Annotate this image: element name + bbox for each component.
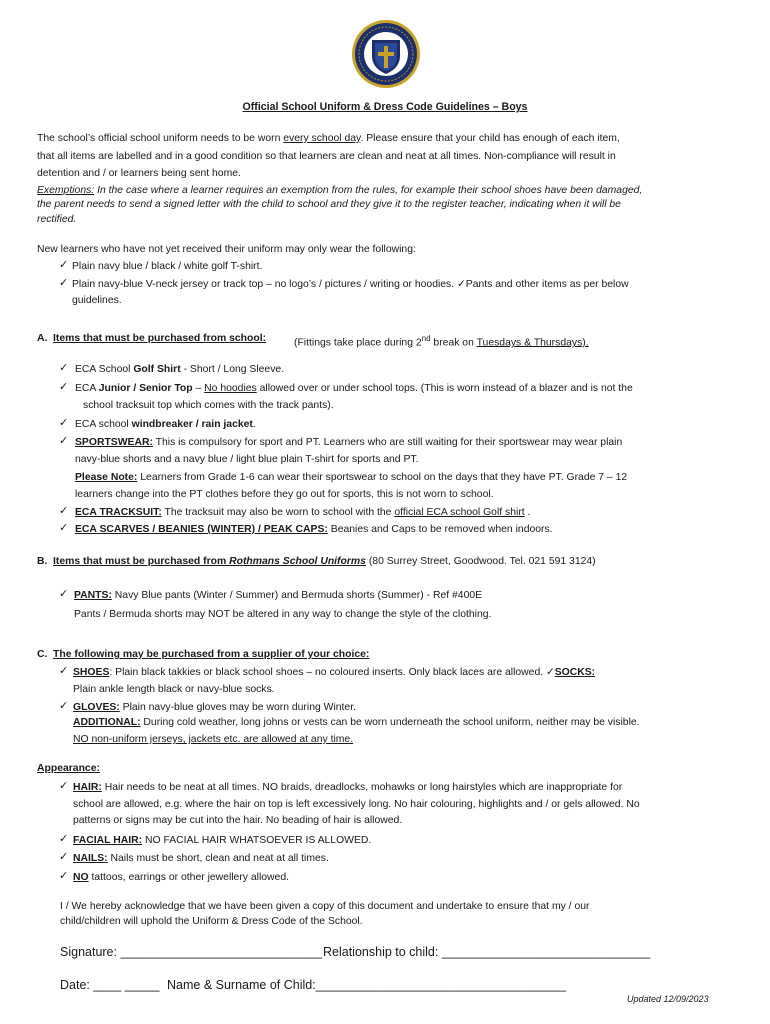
- exemptions-line-2: the parent needs to send a signed letter with the child to school and they give it to the register teacher, indicating when it will be: [37, 199, 621, 210]
- section-c-shoes: SHOES: Plain black takkies or black school shoes – no coloured inserts. Only black laces are allowed. ✓SOCKS:: [73, 667, 596, 678]
- appearance-tattoos: NO tattoos, earrings or other jewellery allowed.: [73, 872, 289, 883]
- check-icon: ✓: [59, 381, 69, 393]
- appearance-hair-cont-1: school are allowed, e.g. where the hair on top is left excessively long. No hair colouring, highlights and / or gels allowed. No: [73, 799, 640, 810]
- check-icon: ✓: [457, 279, 466, 290]
- updated-date: Updated 12/09/2023: [627, 994, 709, 1004]
- section-a-item-sportswear-cont: navy-blue shorts and a navy blue / light blue plain T-shirt for sports and PT.: [75, 454, 419, 465]
- check-icon: ✓: [59, 435, 69, 447]
- appearance-heading: Appearance:: [37, 763, 100, 774]
- check-icon: ✓: [59, 522, 69, 534]
- section-a-item-windbreaker: ECA school windbreaker / rain jacket.: [75, 419, 256, 430]
- section-a-please-note: Please Note: Learners from Grade 1-6 can wear their sportswear to school on the days that they have PT. Grade 7 – 12: [75, 472, 628, 483]
- intro-line-3: detention and / or learners being sent home.: [37, 168, 241, 179]
- section-a-note: (Fittings take place during 2nd break on Tuesdays & Thursdays).: [294, 334, 589, 349]
- section-a-please-note-cont: learners change into the PT clothes before they go out for sports, this is not worn to school.: [75, 489, 494, 500]
- appearance-facial-hair: FACIAL HAIR: NO FACIAL HAIR WHATSOEVER IS ALLOWED.: [73, 835, 372, 846]
- intro-line-2: that all items are labelled and in a good condition so that learners are clean and neat at all times. Non-compliance will result in: [37, 151, 616, 162]
- new-learners-item-2-cont: guidelines.: [72, 295, 122, 306]
- relationship-field[interactable]: Relationship to child: ______________________________: [323, 945, 651, 959]
- ack-line-2: child/children will uphold the Uniform & Dress Code of the School.: [60, 916, 363, 927]
- new-learners-item-1: Plain navy blue / black / white golf T-shirt.: [72, 261, 263, 272]
- page-title: Official School Uniform & Dress Code Guidelines – Boys: [242, 101, 528, 113]
- section-c-no-non-uniform: NO non-uniform jerseys, jackets etc. are allowed at any time.: [73, 734, 354, 745]
- section-c-socks: Plain ankle length black or navy-blue socks.: [73, 684, 275, 695]
- section-b-label: B.: [37, 556, 48, 567]
- check-icon: ✓: [59, 851, 69, 863]
- section-a-item-golf-shirt: ECA School Golf Shirt - Short / Long Sleeve.: [75, 364, 285, 375]
- check-icon: ✓: [59, 870, 69, 882]
- section-c-heading: The following may be purchased from a supplier of your choice:: [53, 649, 370, 660]
- section-a-item-sportswear: SPORTSWEAR: This is compulsory for sport and PT. Learners who are still waiting for their sportswear may wear plain: [75, 437, 623, 448]
- section-a-item-scarves: ECA SCARVES / BEANIES (WINTER) / PEAK CAPS: Beanies and Caps to be removed when indoors.: [75, 524, 553, 535]
- child-name-field[interactable]: Name & Surname of Child:____________________________________: [167, 978, 566, 992]
- check-icon: ✓: [59, 700, 69, 712]
- section-a-item-top: ECA Junior / Senior Top – No hoodies allowed over or under school tops. (This is worn instead of a blazer and is not the: [75, 383, 633, 394]
- section-a-heading: Items that must be purchased from school:: [53, 333, 267, 344]
- appearance-hair: HAIR: Hair needs to be neat at all times. NO braids, dreadlocks, mohawks or long hairstyles which are inappropriate for: [73, 782, 623, 793]
- intro-line-1: The school’s official school uniform needs to be worn every school day. Please ensure that your child has enough of each item,: [37, 133, 620, 144]
- section-c-additional: ADDITIONAL: During cold weather, long johns or vests can be worn underneath the school uniform, neither may be visible.: [73, 717, 640, 728]
- section-a-label: A.: [37, 333, 48, 344]
- check-icon: ✓: [59, 588, 69, 600]
- new-learners-intro: New learners who have not yet received their uniform may only wear the following:: [37, 244, 416, 255]
- check-icon: ✓: [546, 667, 555, 678]
- exemptions-line-1: Exemptions: In the case where a learner requires an exemption from the rules, for example their school shoes have been damaged,: [37, 185, 643, 196]
- check-icon: ✓: [59, 780, 69, 792]
- appearance-hair-cont-2: patterns or signs may be cut into the hair. No beading of hair is allowed.: [73, 815, 403, 826]
- check-icon: ✓: [59, 362, 69, 374]
- section-c-label: C.: [37, 649, 48, 660]
- check-icon: ✓: [59, 665, 69, 677]
- check-icon: ✓: [59, 259, 69, 271]
- appearance-nails: NAILS: Nails must be short, clean and neat at all times.: [73, 853, 329, 864]
- check-icon: ✓: [59, 277, 69, 289]
- section-a-item-top-cont: school tracksuit top which comes with the track pants).: [83, 400, 334, 411]
- check-icon: ✓: [59, 417, 69, 429]
- check-icon: ✓: [59, 833, 69, 845]
- ack-line-1: I / We hereby acknowledge that we have been given a copy of this document and undertake to ensure that my / our: [60, 901, 590, 912]
- check-icon: ✓: [59, 505, 69, 517]
- signature-field[interactable]: Signature: _____________________________: [60, 945, 323, 959]
- school-crest-logo: [336, 18, 436, 90]
- section-b-heading: Items that must be purchased from Rothmans School Uniforms (80 Surrey Street, Goodwood. Tel. 021 591 3124): [53, 556, 596, 567]
- section-b-pants-note: Pants / Bermuda shorts may NOT be altered in any way to change the style of the clothing.: [74, 609, 492, 620]
- section-a-item-tracksuit: ECA TRACKSUIT: The tracksuit may also be worn to school with the official ECA school Golf shirt .: [75, 507, 531, 518]
- exemptions-line-3: rectified.: [37, 214, 77, 225]
- section-c-gloves: GLOVES: Plain navy-blue gloves may be worn during Winter.: [73, 702, 356, 713]
- new-learners-item-2: Plain navy-blue V-neck jersey or track top – no logo’s / pictures / writing or hoodies. ✓Pants and other items as per below: [72, 279, 629, 290]
- section-b-pants: PANTS: Navy Blue pants (Winter / Summer) and Bermuda shorts (Summer) - Ref #400E: [74, 590, 483, 601]
- date-field[interactable]: Date: ____ _____: [60, 978, 160, 992]
